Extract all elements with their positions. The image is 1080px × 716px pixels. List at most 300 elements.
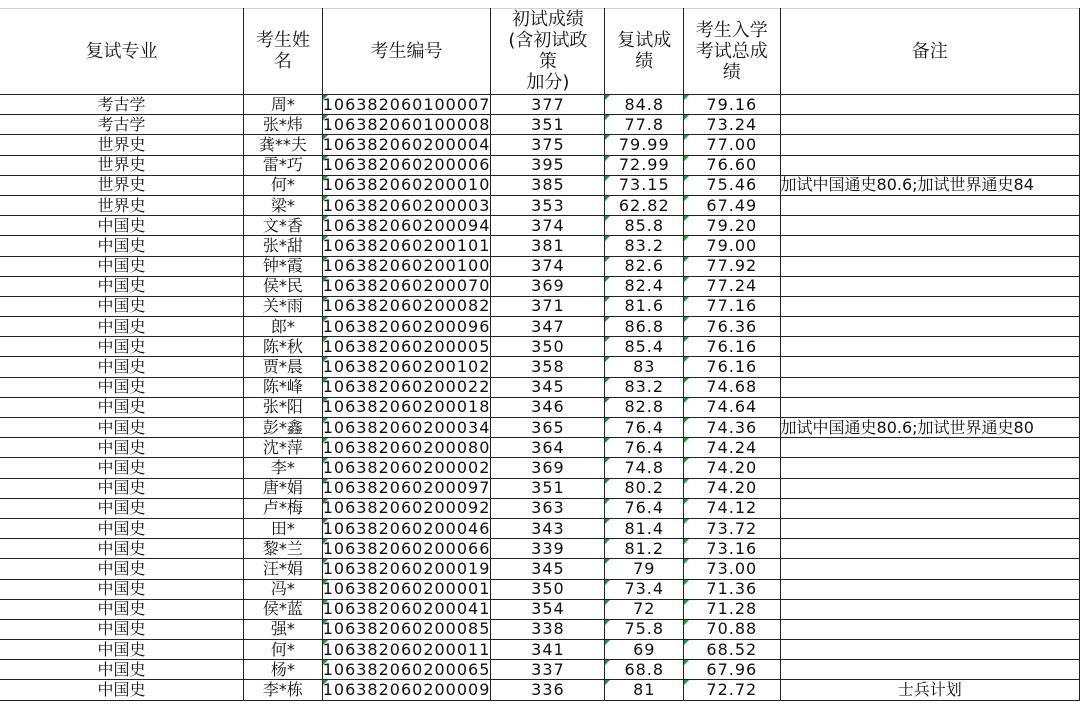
cell-note[interactable] [780,216,1079,236]
cell-retest-score-text: 84.8 [624,94,665,114]
cell-major[interactable] [0,115,244,135]
cell-major[interactable] [0,256,244,276]
cell-total-score[interactable] [684,478,780,498]
cell-major[interactable] [0,619,244,639]
cell-retest-score[interactable] [605,458,684,478]
table-row [0,518,1080,538]
cell-major-text: 中国史 [97,498,146,518]
cell-major[interactable] [0,95,244,115]
cell-total-score-text: 74.20 [706,457,758,477]
cell-total-score[interactable] [684,95,780,115]
number-as-text-indicator-icon [684,640,689,645]
cell-name[interactable] [244,478,323,498]
cell-initial-score[interactable] [491,377,605,397]
cell-total-score-text: 67.49 [706,195,758,215]
cell-retest-score-text: 77.8 [624,114,665,134]
cell-total-score[interactable] [684,438,780,458]
cell-major[interactable] [0,640,244,660]
cell-retest-score[interactable] [605,397,684,417]
cell-id-text: 106382060200070 [322,276,491,296]
cell-initial-score[interactable] [491,660,605,680]
cell-total-score[interactable] [684,175,780,195]
cell-major[interactable] [0,478,244,498]
cell-retest-score[interactable] [605,660,684,680]
cell-name[interactable] [244,619,323,639]
cell-initial-score[interactable] [491,195,605,215]
cell-total-score[interactable] [684,418,780,438]
cell-total-score[interactable] [684,539,780,559]
cell-note[interactable] [780,236,1079,256]
cell-id[interactable] [322,458,491,478]
cell-initial-score[interactable] [491,95,605,115]
table-row [0,377,1080,397]
number-as-text-indicator-icon [323,539,328,544]
cell-note[interactable] [780,478,1079,498]
cell-total-score[interactable] [684,236,780,256]
cell-id[interactable] [322,397,491,417]
cell-id[interactable] [322,195,491,215]
cell-total-score[interactable] [684,599,780,619]
cell-major[interactable] [0,539,244,559]
cell-name[interactable] [244,680,323,700]
cell-id[interactable] [322,478,491,498]
header-id[interactable]: 考生编号 [322,8,491,95]
number-as-text-indicator-icon [684,660,689,665]
cell-name[interactable] [244,579,323,599]
cell-name[interactable] [244,518,323,538]
cell-total-score[interactable] [684,377,780,397]
cell-major[interactable] [0,276,244,296]
cell-name[interactable] [244,559,323,579]
cell-retest-score[interactable] [605,599,684,619]
cell-total-score[interactable] [684,680,780,700]
cell-total-score[interactable] [684,357,780,377]
cell-note[interactable] [780,418,1079,438]
number-as-text-indicator-icon [684,135,689,140]
cell-initial-score[interactable] [491,357,605,377]
cell-initial-score-text: 364 [531,437,565,457]
cell-name-text: 张*炜 [262,114,303,134]
cell-retest-score[interactable] [605,619,684,639]
cell-id[interactable] [322,276,491,296]
cell-total-score[interactable] [684,337,780,357]
cell-retest-score[interactable] [605,155,684,175]
number-as-text-indicator-icon [605,580,610,585]
cell-id[interactable] [322,236,491,256]
cell-note[interactable] [780,155,1079,175]
cell-note[interactable] [780,539,1079,559]
cell-total-score[interactable] [684,195,780,215]
cell-retest-score[interactable] [605,518,684,538]
table-row [0,216,1080,236]
cell-retest-score[interactable] [605,317,684,337]
table-row [0,337,1080,357]
table-row [0,95,1080,115]
cell-major[interactable] [0,397,244,417]
cell-id[interactable] [322,579,491,599]
cell-id[interactable] [322,115,491,135]
cell-retest-score[interactable] [605,296,684,316]
cell-id[interactable] [322,256,491,276]
cell-major[interactable] [0,418,244,438]
number-as-text-indicator-icon [684,580,689,585]
cell-major[interactable] [0,438,244,458]
cell-major[interactable] [0,337,244,357]
cell-total-score[interactable] [684,579,780,599]
cell-major[interactable] [0,216,244,236]
cell-retest-score[interactable] [605,135,684,155]
cell-major-text: 中国史 [97,619,146,639]
cell-note[interactable] [780,438,1079,458]
cell-id-text: 106382060200097 [322,478,491,498]
cell-initial-score[interactable] [491,579,605,599]
cell-retest-score[interactable] [605,195,684,215]
cell-initial-score-text: 341 [531,639,565,659]
cell-retest-score-text: 83.2 [624,235,665,255]
cell-initial-score[interactable] [491,397,605,417]
cell-name[interactable] [244,438,323,458]
cell-id[interactable] [322,155,491,175]
cell-id-text: 106382060200096 [322,316,491,336]
cell-total-score[interactable] [684,135,780,155]
cell-major[interactable] [0,155,244,175]
cell-major[interactable] [0,680,244,700]
cell-retest-score[interactable] [605,438,684,458]
cell-initial-score[interactable] [491,276,605,296]
admission-score-table [0,8,1080,701]
cell-initial-score-text: 363 [531,498,565,518]
cell-major[interactable] [0,579,244,599]
cell-id[interactable] [322,680,491,700]
cell-name[interactable] [244,599,323,619]
cell-id[interactable] [322,498,491,518]
cell-major[interactable] [0,518,244,538]
cell-note[interactable] [780,559,1079,579]
cell-id[interactable] [322,216,491,236]
cell-name[interactable] [244,276,323,296]
cell-initial-score-text: 350 [531,579,565,599]
cell-id-text: 106382060200041 [322,599,491,619]
cell-note[interactable] [780,276,1079,296]
cell-name-text: 陈*秋 [262,336,303,356]
cell-major[interactable] [0,559,244,579]
cell-initial-score[interactable] [491,337,605,357]
cell-retest-score[interactable] [605,579,684,599]
cell-name[interactable] [244,317,323,337]
number-as-text-indicator-icon [605,196,610,201]
cell-id-text: 106382060200005 [322,336,491,356]
cell-id-text: 106382060200009 [322,680,491,700]
cell-initial-score-text: 351 [531,478,565,498]
cell-id[interactable] [322,518,491,538]
cell-major-text: 中国史 [97,538,146,558]
cell-note[interactable] [780,337,1079,357]
cell-retest-score[interactable] [605,478,684,498]
cell-name[interactable] [244,357,323,377]
cell-name[interactable] [244,418,323,438]
cell-retest-score[interactable] [605,175,684,195]
cell-id-text: 106382060100007 [322,94,491,114]
cell-note[interactable] [780,377,1079,397]
cell-initial-score[interactable] [491,317,605,337]
cell-retest-score-text: 76.4 [624,498,665,518]
cell-name[interactable] [244,216,323,236]
cell-name[interactable] [244,256,323,276]
cell-initial-score[interactable] [491,539,605,559]
cell-retest-score-text: 82.4 [624,276,665,296]
header-initial-score[interactable]: 初试成绩 (含初试政 策 加分) [491,8,605,95]
cell-total-score[interactable] [684,155,780,175]
table-row [0,599,1080,619]
cell-retest-score[interactable] [605,680,684,700]
cell-initial-score[interactable] [491,135,605,155]
cell-major-text: 中国史 [97,579,146,599]
cell-retest-score-text: 82.6 [624,256,665,276]
cell-initial-score[interactable] [491,498,605,518]
table-row [0,418,1080,438]
number-as-text-indicator-icon [684,297,689,302]
cell-note[interactable] [780,135,1079,155]
cell-major[interactable] [0,660,244,680]
cell-retest-score[interactable] [605,357,684,377]
cell-note[interactable] [780,579,1079,599]
cell-note[interactable] [780,660,1079,680]
cell-retest-score[interactable] [605,95,684,115]
cell-initial-score[interactable] [491,155,605,175]
cell-note[interactable] [780,195,1079,215]
cell-id[interactable] [322,95,491,115]
header-major[interactable]: 复试专业 [0,8,244,95]
cell-total-score[interactable] [684,397,780,417]
cell-major-text: 中国史 [97,276,146,296]
number-as-text-indicator-icon [323,680,328,685]
number-as-text-indicator-icon [323,660,328,665]
cell-name[interactable] [244,539,323,559]
cell-major[interactable] [0,317,244,337]
cell-name[interactable] [244,155,323,175]
header-total-score[interactable]: 考生入学 考试总成 绩 [684,8,780,95]
cell-total-score[interactable] [684,256,780,276]
number-as-text-indicator-icon [323,297,328,302]
cell-id-text: 106382060200092 [322,498,491,518]
header-retest-score[interactable]: 复试成 绩 [605,8,684,95]
number-as-text-indicator-icon [605,680,610,685]
cell-note[interactable] [780,296,1079,316]
cell-note[interactable] [780,115,1079,135]
cell-id[interactable] [322,539,491,559]
cell-note[interactable] [780,599,1079,619]
cell-initial-score[interactable] [491,619,605,639]
cell-name[interactable] [244,95,323,115]
cell-retest-score[interactable] [605,115,684,135]
cell-total-score-text: 74.12 [706,498,758,518]
cell-id[interactable] [322,660,491,680]
cell-total-score[interactable] [684,458,780,478]
cell-name[interactable] [244,115,323,135]
cell-major[interactable] [0,175,244,195]
cell-initial-score[interactable] [491,418,605,438]
cell-initial-score[interactable] [491,640,605,660]
cell-note[interactable] [780,357,1079,377]
cell-initial-score[interactable] [491,115,605,135]
cell-initial-score-text: 343 [531,518,565,538]
cell-major-text: 中国史 [97,256,146,276]
cell-total-score[interactable] [684,518,780,538]
cell-note[interactable] [780,397,1079,417]
cell-id-text: 106382060200101 [322,235,491,255]
cell-initial-score[interactable] [491,175,605,195]
cell-id[interactable] [322,337,491,357]
cell-total-score-text: 76.36 [706,316,758,336]
cell-initial-score[interactable] [491,296,605,316]
cell-retest-score[interactable] [605,256,684,276]
cell-name[interactable] [244,175,323,195]
cell-retest-score[interactable] [605,498,684,518]
cell-note[interactable] [780,317,1079,337]
cell-note[interactable] [780,175,1079,195]
cell-initial-score[interactable] [491,599,605,619]
number-as-text-indicator-icon [684,539,689,544]
cell-initial-score-text: 358 [531,357,565,377]
cell-total-score[interactable] [684,660,780,680]
table-row [0,135,1080,155]
header-name[interactable]: 考生姓 名 [244,8,323,95]
cell-name[interactable] [244,640,323,660]
cell-initial-score[interactable] [491,478,605,498]
cell-retest-score[interactable] [605,236,684,256]
cell-total-score[interactable] [684,640,780,660]
cell-total-score[interactable] [684,498,780,518]
number-as-text-indicator-icon [323,418,328,423]
cell-initial-score[interactable] [491,559,605,579]
cell-initial-score-text: 345 [531,377,565,397]
cell-total-score[interactable] [684,559,780,579]
cell-note[interactable] [780,498,1079,518]
cell-major[interactable] [0,357,244,377]
cell-retest-score[interactable] [605,559,684,579]
cell-total-score[interactable] [684,276,780,296]
cell-name[interactable] [244,135,323,155]
cell-retest-score-text: 68.8 [624,659,665,679]
cell-id[interactable] [322,296,491,316]
cell-major-text: 世界史 [97,134,146,154]
cell-id-text: 106382060200094 [322,215,491,235]
cell-initial-score[interactable] [491,518,605,538]
number-as-text-indicator-icon [323,156,328,161]
cell-total-score[interactable] [684,216,780,236]
cell-name[interactable] [244,236,323,256]
table-row [0,175,1080,195]
cell-note[interactable] [780,458,1079,478]
cell-initial-score[interactable] [491,236,605,256]
cell-major-text: 世界史 [97,175,146,195]
cell-name[interactable] [244,397,323,417]
cell-major-text: 考古学 [97,94,146,114]
cell-total-score[interactable] [684,619,780,639]
cell-major[interactable] [0,236,244,256]
cell-name-text: 陈*峰 [262,377,303,397]
cell-id[interactable] [322,317,491,337]
cell-id[interactable] [322,438,491,458]
cell-name-text: 黎*兰 [262,538,303,558]
cell-name[interactable] [244,458,323,478]
cell-total-score-text: 75.46 [706,175,758,195]
cell-total-score[interactable] [684,317,780,337]
cell-id[interactable] [322,175,491,195]
cell-id[interactable] [322,619,491,639]
cell-name[interactable] [244,660,323,680]
cell-initial-score[interactable] [491,256,605,276]
cell-note[interactable] [780,640,1079,660]
cell-initial-score[interactable] [491,216,605,236]
cell-name-text: 周* [270,94,295,114]
cell-initial-score[interactable] [491,680,605,700]
cell-name[interactable] [244,498,323,518]
cell-total-score-text: 71.28 [706,599,758,619]
cell-major[interactable] [0,458,244,478]
cell-major[interactable] [0,135,244,155]
cell-name[interactable] [244,195,323,215]
cell-id[interactable] [322,599,491,619]
cell-total-score[interactable] [684,296,780,316]
cell-retest-score[interactable] [605,216,684,236]
number-as-text-indicator-icon [684,680,689,685]
cell-total-score[interactable] [684,115,780,135]
table-row [0,539,1080,559]
cell-retest-score-text: 75.8 [624,619,665,639]
cell-id[interactable] [322,377,491,397]
cell-name-text: 贾*晨 [262,357,303,377]
cell-id[interactable] [322,135,491,155]
cell-note[interactable] [780,619,1079,639]
cell-major-text: 中国史 [97,518,146,538]
cell-retest-score[interactable] [605,640,684,660]
cell-initial-score[interactable] [491,438,605,458]
cell-name[interactable] [244,296,323,316]
cell-id[interactable] [322,640,491,660]
cell-major[interactable] [0,599,244,619]
cell-major[interactable] [0,296,244,316]
cell-retest-score[interactable] [605,276,684,296]
cell-note[interactable] [780,256,1079,276]
cell-retest-score[interactable] [605,377,684,397]
table-row [0,680,1080,700]
cell-id[interactable] [322,357,491,377]
cell-retest-score-text: 74.8 [624,457,665,477]
cell-retest-score[interactable] [605,539,684,559]
cell-name[interactable] [244,377,323,397]
header-note[interactable]: 备注 [780,8,1079,95]
cell-id[interactable] [322,559,491,579]
cell-major-text: 中国史 [97,680,146,700]
cell-initial-score-text: 371 [531,296,565,316]
cell-major[interactable] [0,498,244,518]
cell-initial-score-text: 339 [531,538,565,558]
cell-note[interactable] [780,518,1079,538]
cell-note[interactable] [780,680,1079,700]
cell-note[interactable] [780,95,1079,115]
cell-id-text: 106382060100008 [322,114,491,134]
cell-retest-score[interactable] [605,337,684,357]
cell-major[interactable] [0,377,244,397]
cell-name[interactable] [244,337,323,357]
cell-major[interactable] [0,195,244,215]
table-row [0,619,1080,639]
cell-id-text: 106382060200010 [322,175,491,195]
cell-retest-score[interactable] [605,418,684,438]
cell-initial-score[interactable] [491,458,605,478]
cell-id[interactable] [322,418,491,438]
